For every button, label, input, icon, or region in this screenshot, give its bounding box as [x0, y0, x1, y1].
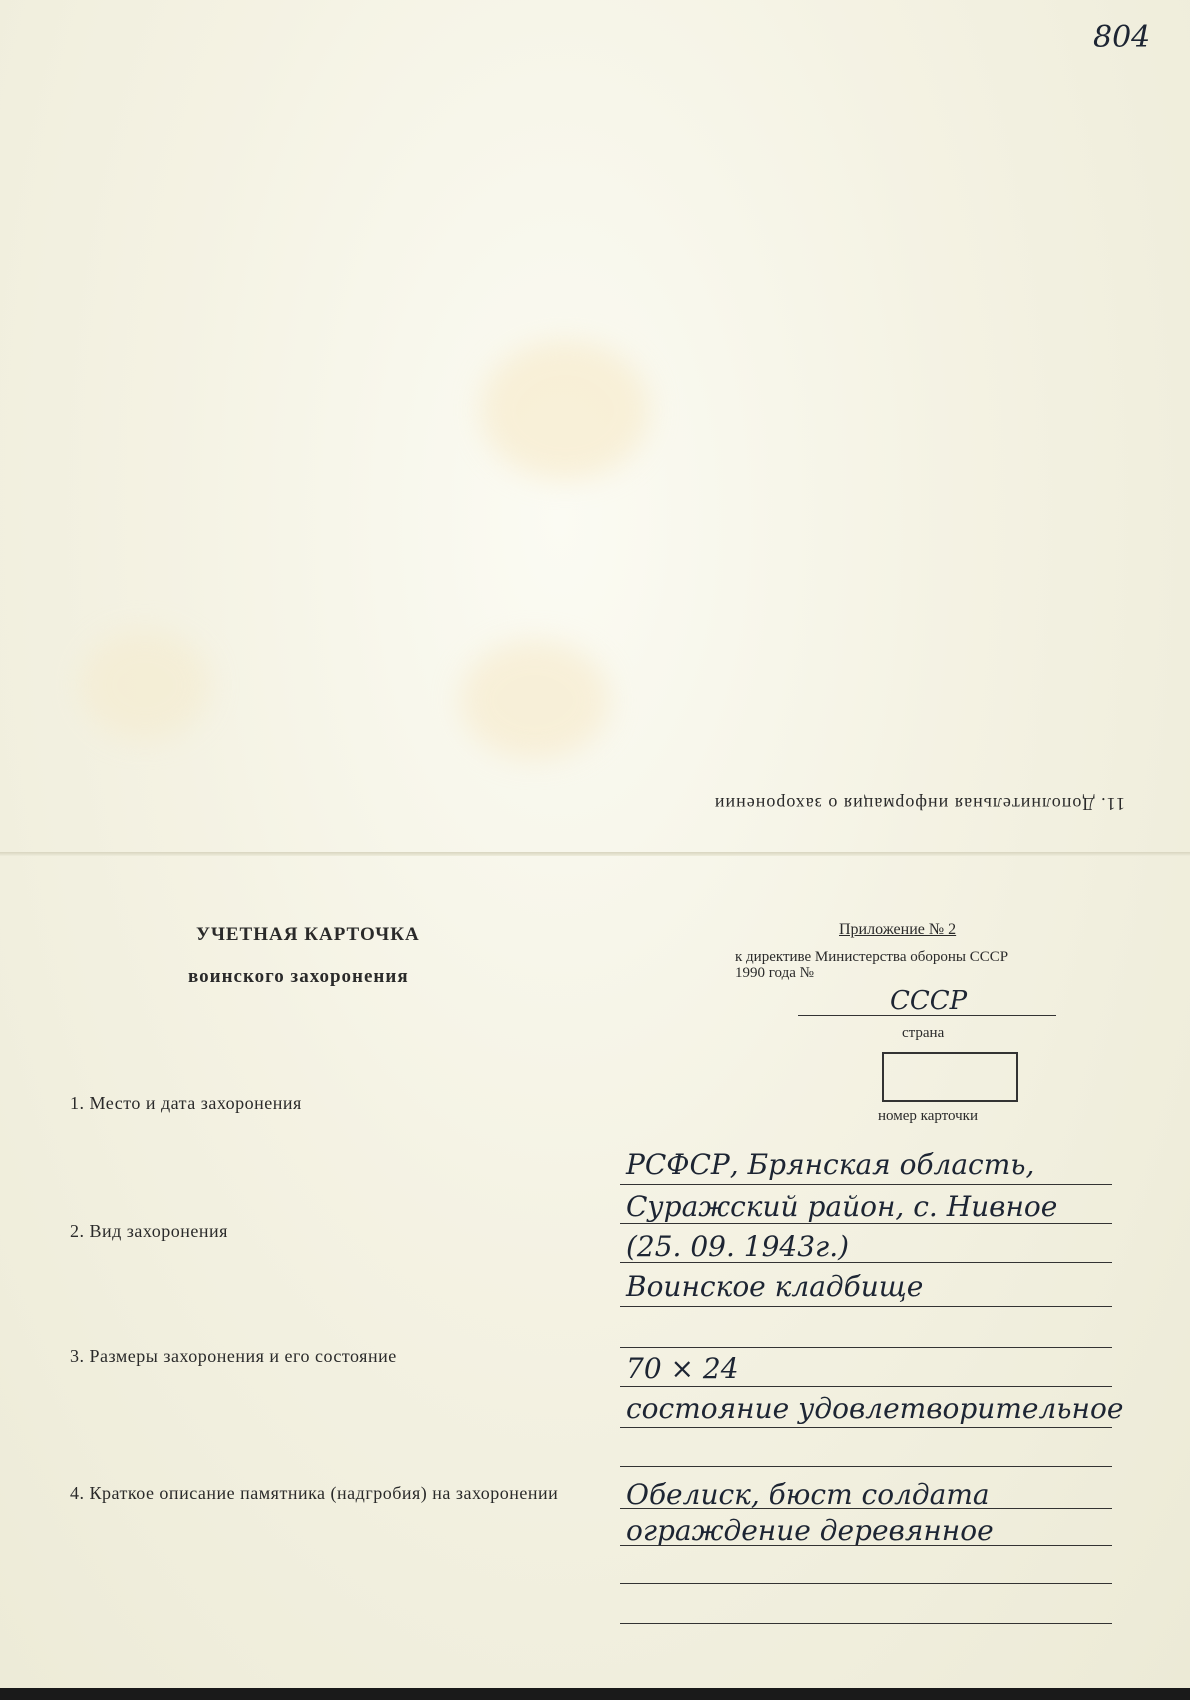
answer-burial-condition: состояние удовлетворительное [626, 1392, 1124, 1425]
answer-rule [620, 1466, 1112, 1467]
question-monument-description: 4. Краткое описание памятника (надгробия) на захоронении [70, 1483, 559, 1503]
answer-monument-line: Обелиск, бюст солдата [626, 1478, 990, 1511]
directive-reference [735, 949, 1115, 981]
page-number: 804 [1093, 20, 1151, 55]
answer-place-date: (25. 09. 1943г.) [626, 1230, 850, 1263]
answer-rule [620, 1184, 1112, 1185]
country-value: СССР [890, 986, 968, 1016]
card-title: УЧЕТНАЯ КАРТОЧКА [196, 924, 420, 945]
answer-rule [620, 1262, 1112, 1263]
answer-rule [620, 1427, 1112, 1428]
paper-stain [460, 640, 610, 760]
directive-line: 1990 года № [735, 965, 814, 981]
answer-rule [620, 1347, 1112, 1348]
card-number-label: номер карточки [878, 1108, 978, 1124]
answer-burial-type: Воинское кладбище [626, 1270, 924, 1303]
question-burial-type: 2. Вид захоронения [70, 1221, 228, 1241]
answer-rule [620, 1386, 1112, 1387]
answer-burial-size: 70 × 24 [626, 1352, 739, 1385]
question-burial-place-date: 1. Место и дата захоронения [70, 1093, 302, 1113]
card-subtitle: воинского захоронения [188, 966, 409, 987]
scan-edge [0, 1688, 1190, 1700]
paper-stain [80, 630, 210, 740]
answer-rule [620, 1545, 1112, 1546]
answer-place-line: РСФСР, Брянская область, [626, 1148, 1035, 1181]
additional-info-heading: 11. Дополнительная информация о захоронении [713, 794, 1125, 814]
answer-rule [620, 1583, 1112, 1584]
paper-stain [480, 340, 650, 480]
answer-monument-line: ограждение деревянное [626, 1514, 994, 1547]
directive-line: к директиве Министерства обороны СССР [735, 949, 1009, 965]
country-label: страна [902, 1025, 945, 1041]
answer-rule [620, 1508, 1112, 1509]
answer-rule [620, 1623, 1112, 1624]
question-burial-size-condition: 3. Размеры захоронения и его состояние [70, 1346, 397, 1366]
answer-rule [620, 1223, 1112, 1224]
answer-rule [620, 1306, 1112, 1307]
country-underline [798, 1015, 1056, 1016]
fold-line [0, 852, 1190, 856]
answer-place-line: Суражский район, с. Нивное [626, 1190, 1058, 1223]
card-number-box [882, 1052, 1018, 1102]
appendix-label: Приложение № 2 [839, 921, 957, 938]
